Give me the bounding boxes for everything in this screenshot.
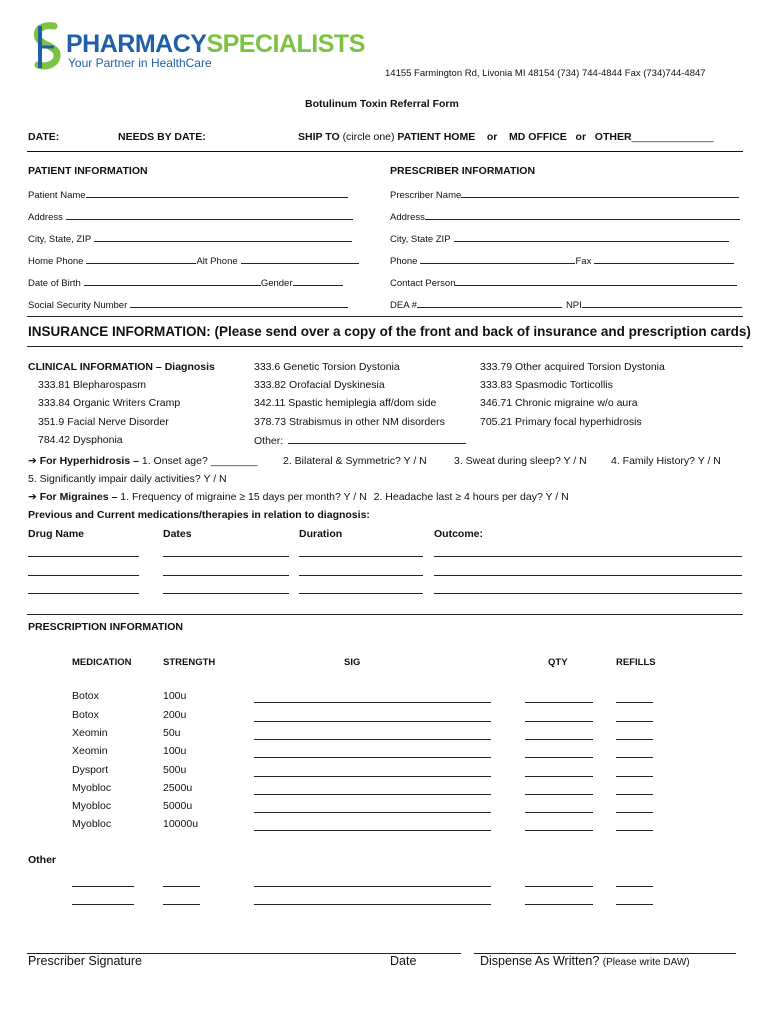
prescriber-fax-label: Fax — [575, 256, 592, 267]
rx-strength: 10000u — [163, 818, 199, 830]
date-label: DATE: — [28, 131, 60, 143]
rx-other-med-line[interactable] — [72, 904, 134, 905]
rx-refills-line[interactable] — [616, 739, 653, 740]
diagnosis-other-field[interactable] — [254, 434, 466, 447]
migraine-questions — [28, 491, 569, 503]
rx-other-refills-line[interactable] — [616, 904, 653, 905]
rx-strength: 100u — [163, 690, 187, 702]
daw-question: Dispense As Written? — [480, 954, 600, 968]
patient-home-phone-label: Home Phone — [28, 256, 84, 267]
rx-qty-line[interactable] — [525, 739, 593, 740]
patient-gender-label: Gender — [260, 278, 293, 289]
ship-to-line — [298, 131, 713, 143]
rx-col-refills: REFILLS — [616, 657, 656, 668]
rx-refills-line[interactable] — [616, 794, 653, 795]
circle-one-note: (circle one) — [342, 131, 395, 143]
diagnosis-col1-item[interactable]: 333.81 Blepharospasm — [38, 379, 146, 391]
rx-other-med-line[interactable] — [72, 886, 134, 887]
clinical-heading: CLINICAL INFORMATION – Diagnosis — [28, 361, 215, 373]
patient-ssn-label: Social Security Number — [28, 300, 128, 311]
prescriber-name-field[interactable] — [390, 188, 739, 201]
rx-med: Myobloc — [72, 782, 112, 794]
diagnosis-col3-item[interactable]: 346.71 Chronic migraine w/o aura — [480, 397, 638, 409]
insurance-heading: INSURANCE INFORMATION: (Please send over a copy of the front and back of insurance and prescription cards) — [28, 324, 751, 339]
med-history-drug-line[interactable] — [28, 575, 139, 576]
prescriber-signature-label: Prescriber Signature — [28, 954, 142, 968]
col-dates: Dates — [163, 528, 192, 540]
rx-refills-line[interactable] — [616, 702, 653, 703]
rx-sig-line[interactable] — [254, 757, 491, 758]
rx-qty-line[interactable] — [525, 757, 593, 758]
patient-name-label: Patient Name — [28, 190, 86, 201]
diagnosis-col2-item[interactable]: 333.82 Orofacial Dyskinesia — [254, 379, 385, 391]
prescriber-address-field[interactable] — [390, 210, 740, 223]
ship-to-options: PATIENT HOME or MD OFFICE or OTHER — [397, 131, 632, 143]
prescriber-contact-field[interactable] — [390, 276, 737, 289]
prescriber-dea-label: DEA # — [390, 300, 417, 311]
needs-by-date-label: NEEDS BY DATE: — [118, 131, 206, 143]
rx-sig-line[interactable] — [254, 702, 491, 703]
rx-col-strength: STRENGTH — [163, 657, 216, 668]
rx-strength: 200u — [163, 709, 187, 721]
col-drug-name: Drug Name — [28, 528, 85, 540]
rx-strength: 5000u — [163, 800, 193, 812]
med-history-duration-line[interactable] — [299, 556, 423, 557]
rx-med: Dysport — [72, 764, 109, 776]
diagnosis-col3-item[interactable]: 705.21 Primary focal hyperhidrosis — [480, 416, 642, 428]
hyper-q3[interactable]: 3. Sweat during sleep? Y / N — [454, 455, 587, 467]
rx-med: Myobloc — [72, 818, 112, 830]
patient-address-field[interactable] — [28, 210, 353, 223]
col-duration: Duration — [299, 528, 343, 540]
daw-label — [480, 954, 690, 968]
rx-med: Xeomin — [72, 727, 108, 739]
ship-to-label: SHIP TO — [298, 131, 340, 143]
form-title: Botulinum Toxin Referral Form — [305, 98, 459, 110]
rx-other-sig-line[interactable] — [254, 886, 491, 887]
patient-ssn-field[interactable] — [28, 298, 348, 311]
migraine-q2[interactable]: 2. Headache last ≥ 4 hours per day? Y / N — [373, 491, 569, 503]
rx-col-medication: MEDICATION — [72, 657, 132, 668]
rx-col-sig: SIG — [344, 657, 361, 668]
logo-tagline: Your Partner in HealthCare — [68, 56, 212, 70]
med-history-outcome-line[interactable] — [434, 575, 742, 576]
rx-other-qty-line[interactable] — [525, 904, 593, 905]
logo-name-specialists: SPECIALISTS — [206, 30, 365, 58]
rx-sig-line[interactable] — [254, 794, 491, 795]
prescriber-city-label: City, State ZIP — [390, 234, 451, 245]
prescriber-phone-field[interactable] — [390, 254, 734, 267]
rx-med: Myobloc — [72, 800, 112, 812]
med-history-dates-line[interactable] — [163, 575, 289, 576]
diagnosis-col1-item[interactable]: 333.84 Organic Writers Cramp — [38, 397, 181, 409]
med-history-dates-line[interactable] — [163, 593, 289, 594]
diagnosis-col2-item[interactable]: 333.6 Genetic Torsion Dystonia — [254, 361, 400, 373]
rx-col-qty: QTY — [548, 657, 568, 668]
rx-sig-line[interactable] — [254, 721, 491, 722]
prescriber-dea-field[interactable] — [390, 298, 742, 311]
patient-dob-label: Date of Birth — [28, 278, 81, 289]
patient-info-heading: PATIENT INFORMATION — [28, 165, 148, 177]
rx-other-refills-line[interactable] — [616, 886, 653, 887]
prescriber-npi-label: NPI — [565, 300, 582, 311]
rx-other-strength-line[interactable] — [163, 886, 200, 887]
logo-name-pharmacy: PHARMACY — [66, 30, 207, 58]
rx-other-qty-line[interactable] — [525, 886, 593, 887]
rx-strength: 500u — [163, 764, 187, 776]
med-history-dates-line[interactable] — [163, 556, 289, 557]
rx-med: Xeomin — [72, 745, 108, 757]
med-history-duration-line[interactable] — [299, 575, 423, 576]
patient-city-field[interactable] — [28, 232, 352, 245]
med-history-drug-line[interactable] — [28, 593, 139, 594]
pharmacy-logo-icon — [32, 22, 62, 72]
rx-strength: 100u — [163, 745, 187, 757]
rx-qty-line[interactable] — [525, 776, 593, 777]
hyper-q1[interactable]: 1. Onset age? ________ — [141, 455, 258, 467]
rx-refills-line[interactable] — [616, 776, 653, 777]
insurance-bottom-divider — [27, 346, 743, 347]
med-history-duration-line[interactable] — [299, 593, 423, 594]
arrow-right-icon: ➔ — [28, 455, 37, 467]
prescriber-phone-label: Phone — [390, 256, 418, 267]
patient-alt-phone-label: Alt Phone — [196, 256, 238, 267]
rx-qty-line[interactable] — [525, 812, 593, 813]
patient-name-field[interactable] — [28, 188, 348, 201]
rx-qty-line[interactable] — [525, 721, 593, 722]
diagnosis-col3-item[interactable]: 333.79 Other acquired Torsion Dystonia — [480, 361, 665, 373]
col-outcome: Outcome: — [434, 528, 484, 540]
patient-city-label: City, State, ZIP — [28, 234, 92, 245]
rx-qty-line[interactable] — [525, 794, 593, 795]
rx-qty-line[interactable] — [525, 702, 593, 703]
header-divider — [27, 151, 743, 152]
diagnosis-col3-item[interactable]: 333.83 Spasmodic Torticollis — [480, 379, 613, 391]
diagnosis-col1-item[interactable]: 351.9 Facial Nerve Disorder — [38, 416, 169, 428]
hyper-q2[interactable]: 2. Bilateral & Symmetric? Y / N — [283, 455, 427, 467]
diagnosis-col2-item[interactable]: 378.73 Strabismus in other NM disorders — [254, 416, 445, 428]
diagnosis-other-label: Other: — [254, 435, 284, 447]
rx-med: Botox — [72, 690, 99, 702]
rx-refills-line[interactable] — [616, 812, 653, 813]
hyperhidrosis-questions — [28, 455, 257, 467]
rx-refills-line[interactable] — [616, 721, 653, 722]
arrow-right-icon: ➔ — [28, 491, 37, 503]
rx-sig-line[interactable] — [254, 812, 491, 813]
previous-medications-heading: Previous and Current medications/therapies in relation to diagnosis: — [28, 509, 370, 521]
rx-strength: 50u — [163, 727, 181, 739]
hyper-q5[interactable]: 5. Significantly impair daily activities? Y / N — [28, 473, 227, 485]
rx-sig-line[interactable] — [254, 776, 491, 777]
rx-refills-line[interactable] — [616, 757, 653, 758]
rx-heading: PRESCRIPTION INFORMATION — [28, 621, 183, 633]
rx-strength: 2500u — [163, 782, 193, 794]
patient-address-label: Address — [28, 212, 63, 223]
migraine-label: For Migraines – — [39, 491, 118, 503]
med-history-outcome-line[interactable] — [434, 593, 742, 594]
hyperhidrosis-label: For Hyperhidrosis – — [39, 455, 139, 467]
hyper-q4[interactable]: 4. Family History? Y / N — [611, 455, 721, 467]
rx-other-label: Other — [28, 854, 57, 866]
diagnosis-col2-item[interactable]: 342.11 Spastic hemiplegia aff/dom side — [254, 397, 437, 409]
prescriber-contact-label: Contact Person — [390, 278, 456, 289]
company-logo — [30, 22, 380, 74]
date-signature-label: Date — [390, 954, 417, 968]
rx-sig-line[interactable] — [254, 830, 491, 831]
patient-dob-field[interactable] — [28, 276, 343, 289]
rx-other-sig-line[interactable] — [254, 904, 491, 905]
diagnosis-col1-item[interactable]: 784.42 Dysphonia — [38, 434, 123, 446]
rx-other-strength-line[interactable] — [163, 904, 200, 905]
prescriber-name-label: Prescriber Name — [390, 190, 462, 201]
rx-qty-line[interactable] — [525, 830, 593, 831]
med-history-outcome-line[interactable] — [434, 556, 742, 557]
rx-refills-line[interactable] — [616, 830, 653, 831]
daw-note: (Please write DAW) — [602, 957, 690, 968]
migraine-q1[interactable]: 1. Frequency of migraine ≥ 15 days per month? Y / N — [120, 491, 367, 503]
ship-other-blank[interactable]: ______________ — [631, 131, 714, 143]
med-history-drug-line[interactable] — [28, 556, 139, 557]
insurance-top-divider — [27, 316, 743, 317]
patient-home-phone-field[interactable] — [28, 254, 359, 267]
prescriber-address-label: Address — [390, 212, 425, 223]
rx-med: Botox — [72, 709, 99, 721]
prescriber-info-heading: PRESCRIBER INFORMATION — [390, 165, 536, 177]
company-address: 14155 Farmington Rd, Livonia MI 48154 (734) 744-4844 Fax (734)744-4847 — [385, 68, 706, 79]
rx-sig-line[interactable] — [254, 739, 491, 740]
prescriber-city-field[interactable] — [390, 232, 729, 245]
rx-top-divider — [27, 614, 743, 615]
